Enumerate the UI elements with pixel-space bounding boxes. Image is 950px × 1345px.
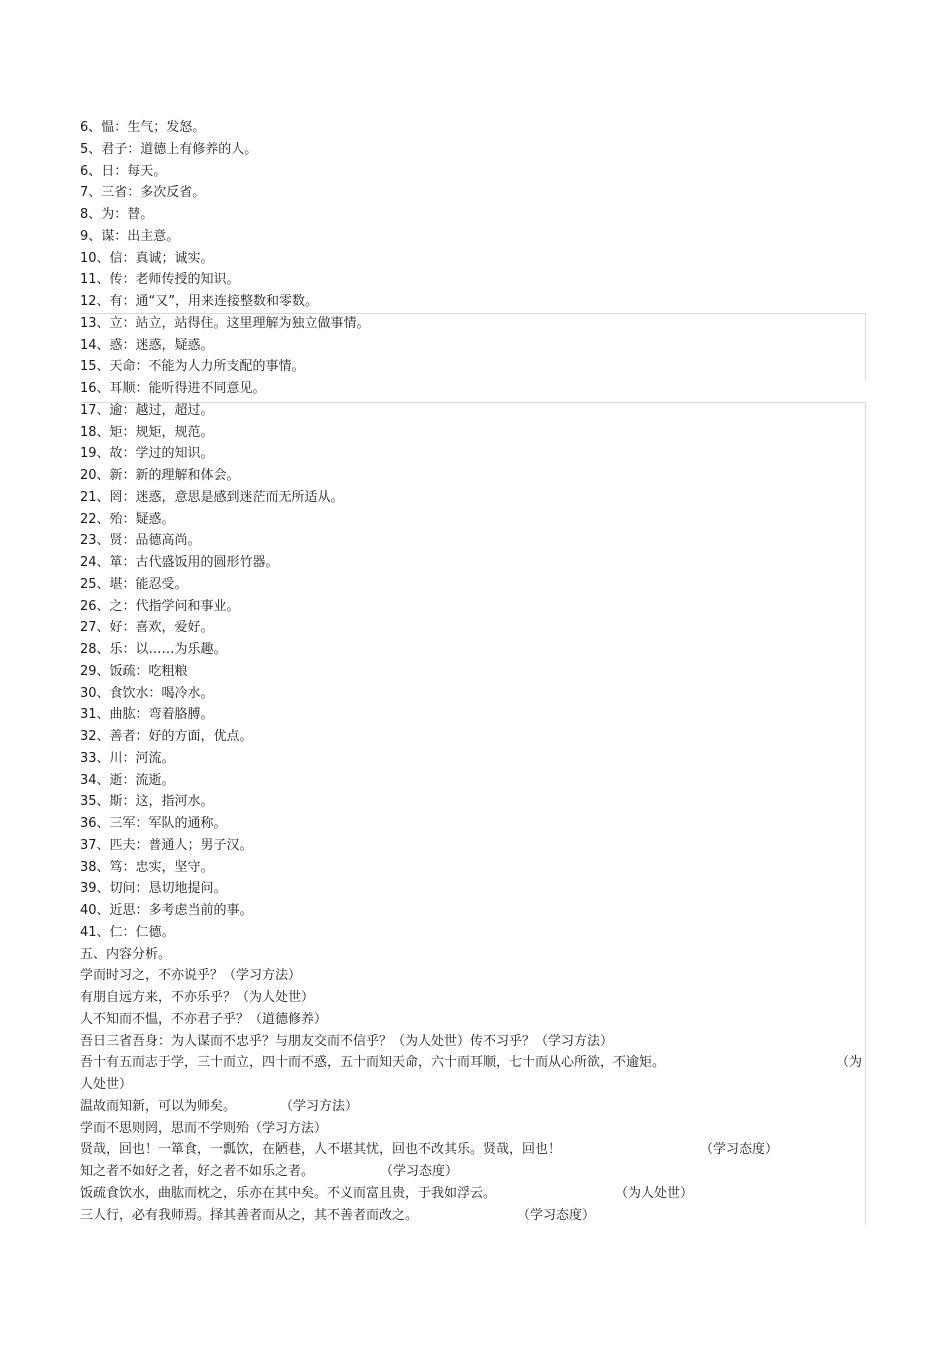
analysis-tag: （为人处世） (615, 1185, 694, 1201)
glossary-item: 31、曲肱：弯着胳膊。 (80, 707, 214, 723)
glossary-item: 39、切问：恳切地提问。 (80, 881, 227, 897)
analysis-item (80, 1031, 870, 1053)
analysis-item (80, 987, 870, 1009)
analysis-tag: （学习方法） (280, 1098, 359, 1114)
glossary-item: 12、有：通“又”，用来连接整数和零数。 (80, 294, 319, 309)
analysis-text: 饭疏食饮水，曲肱而枕之，乐亦在其中矣。不义而富且贵，于我如浮云。 (80, 1185, 497, 1201)
glossary-item: 6、日：每天。 (80, 163, 167, 179)
analysis-text: 吾日三省吾身：为人谋而不忠乎？与朋友交而不信乎？（为人处世）传不习乎？（学习方法） (80, 1033, 614, 1049)
glossary-item: 33、川：河流。 (80, 750, 175, 766)
glossary-item: 32、善者：好的方面，优点。 (80, 729, 253, 744)
glossary-item: 30、食饮水：喝冷水。 (80, 685, 214, 701)
analysis-item (80, 1009, 870, 1031)
glossary-item: 22、殆：疑惑。 (80, 511, 175, 527)
analysis-tag: （学习态度） (700, 1142, 779, 1158)
glossary-item: 38、笃：忠实，坚守。 (80, 859, 214, 875)
glossary-item: 16、耳顺：能听得进不同意见。 (80, 381, 266, 396)
glossary-item: 29、饭疏：吃粗粮 (80, 663, 188, 679)
analysis-item (80, 1183, 870, 1205)
glossary-item: 21、罔：迷惑，意思是感到迷茫而无所适从。 (80, 489, 344, 505)
analysis-text: 知之者不如好之者，好之者不如乐之者。 (80, 1164, 315, 1179)
analysis-list (80, 965, 870, 1226)
glossary-item: 36、三军：军队的通称。 (80, 816, 227, 831)
glossary-item: 14、惑：迷惑，疑惑。 (80, 337, 214, 353)
glossary-item: 9、谋：出主意。 (80, 228, 180, 244)
glossary-item: 18、矩：规矩，规范。 (80, 424, 214, 440)
analysis-text: 学而时习之，不亦说乎？（学习方法） (80, 968, 302, 984)
glossary-item: 8、为：替。 (80, 207, 154, 222)
glossary-item: 37、匹夫：普通人；男子汉。 (80, 837, 253, 853)
analysis-tag: （学习态度） (380, 1164, 459, 1179)
glossary-item: 34、逝：流逝。 (80, 772, 175, 788)
section-heading: 五、内容分析。 (80, 946, 172, 962)
analysis-item (80, 1161, 870, 1183)
glossary-item: 28、乐：以……为乐趣。 (80, 642, 227, 657)
glossary-item: 35、斯：这，指河水。 (80, 794, 214, 810)
analysis-text: 人不知而不愠，不亦君子乎？（道德修养） (80, 1011, 328, 1027)
analysis-text: 有朋自远方来，不亦乐乎？（为人处世） (80, 990, 315, 1005)
glossary-item: 13、立：站立，站得住。这里理解为独立做事情。 (80, 315, 370, 331)
glossary-item: 5、君子：道德上有修养的人。 (80, 141, 258, 157)
glossary-item: 27、好：喜欢，爱好。 (80, 620, 214, 636)
analysis-item (80, 1205, 870, 1227)
glossary-item: 24、箪：古代盛饭用的圆形竹器。 (80, 555, 279, 570)
glossary-item: 19、故：学过的知识。 (80, 446, 214, 462)
glossary-item: 41、仁：仁德。 (80, 924, 175, 940)
analysis-item (80, 965, 870, 987)
glossary-item: 40、近思：多考虑当前的事。 (80, 903, 253, 918)
glossary-item: 10、信：真诚；诚实。 (80, 250, 214, 266)
glossary-item: 25、堪：能忍受。 (80, 576, 188, 592)
glossary-item: 7、三省：多次反省。 (80, 185, 206, 201)
glossary-item: 15、天命：不能为人力所支配的事情。 (80, 359, 305, 375)
analysis-text: 学而不思则罔，思而不学则殆（学习方法） (80, 1120, 328, 1136)
analysis-item (80, 1139, 870, 1161)
analysis-tag: （为 (835, 1055, 862, 1071)
analysis-item (80, 1052, 870, 1074)
analysis-text: 三人行，必有我师焉。择其善者而从之，其不善者而改之。 (80, 1207, 419, 1223)
analysis-item (80, 1118, 870, 1140)
analysis-text: 温故而知新，可以为师矣。 (80, 1098, 237, 1114)
document-page (80, 117, 870, 1226)
glossary-list (80, 117, 870, 944)
glossary-item: 20、新：新的理解和体会。 (80, 468, 240, 483)
analysis-text: 吾十有五而志于学，三十而立，四十而不惑，五十而知天命，六十而耳顺，七十而从心所欲，不逾矩。 (80, 1055, 666, 1071)
glossary-item: 6、愠：生气；发怒。 (80, 120, 206, 135)
glossary-item: 11、传：老师传授的知识。 (80, 272, 240, 288)
analysis-item (80, 1096, 870, 1118)
analysis-text: 贤哉，回也！一箪食，一瓢饮，在陋巷，人不堪其忧，回也不改其乐。贤哉，回也！ (80, 1142, 562, 1158)
analysis-item (80, 1074, 870, 1096)
glossary-item: 26、之：代指学问和事业。 (80, 598, 240, 614)
glossary-item: 17、逾：越过，超过。 (80, 402, 214, 418)
analysis-text: 人处世） (80, 1077, 133, 1092)
glossary-item: 23、贤：品德高尚。 (80, 533, 201, 549)
analysis-tag: （学习态度） (517, 1207, 596, 1223)
